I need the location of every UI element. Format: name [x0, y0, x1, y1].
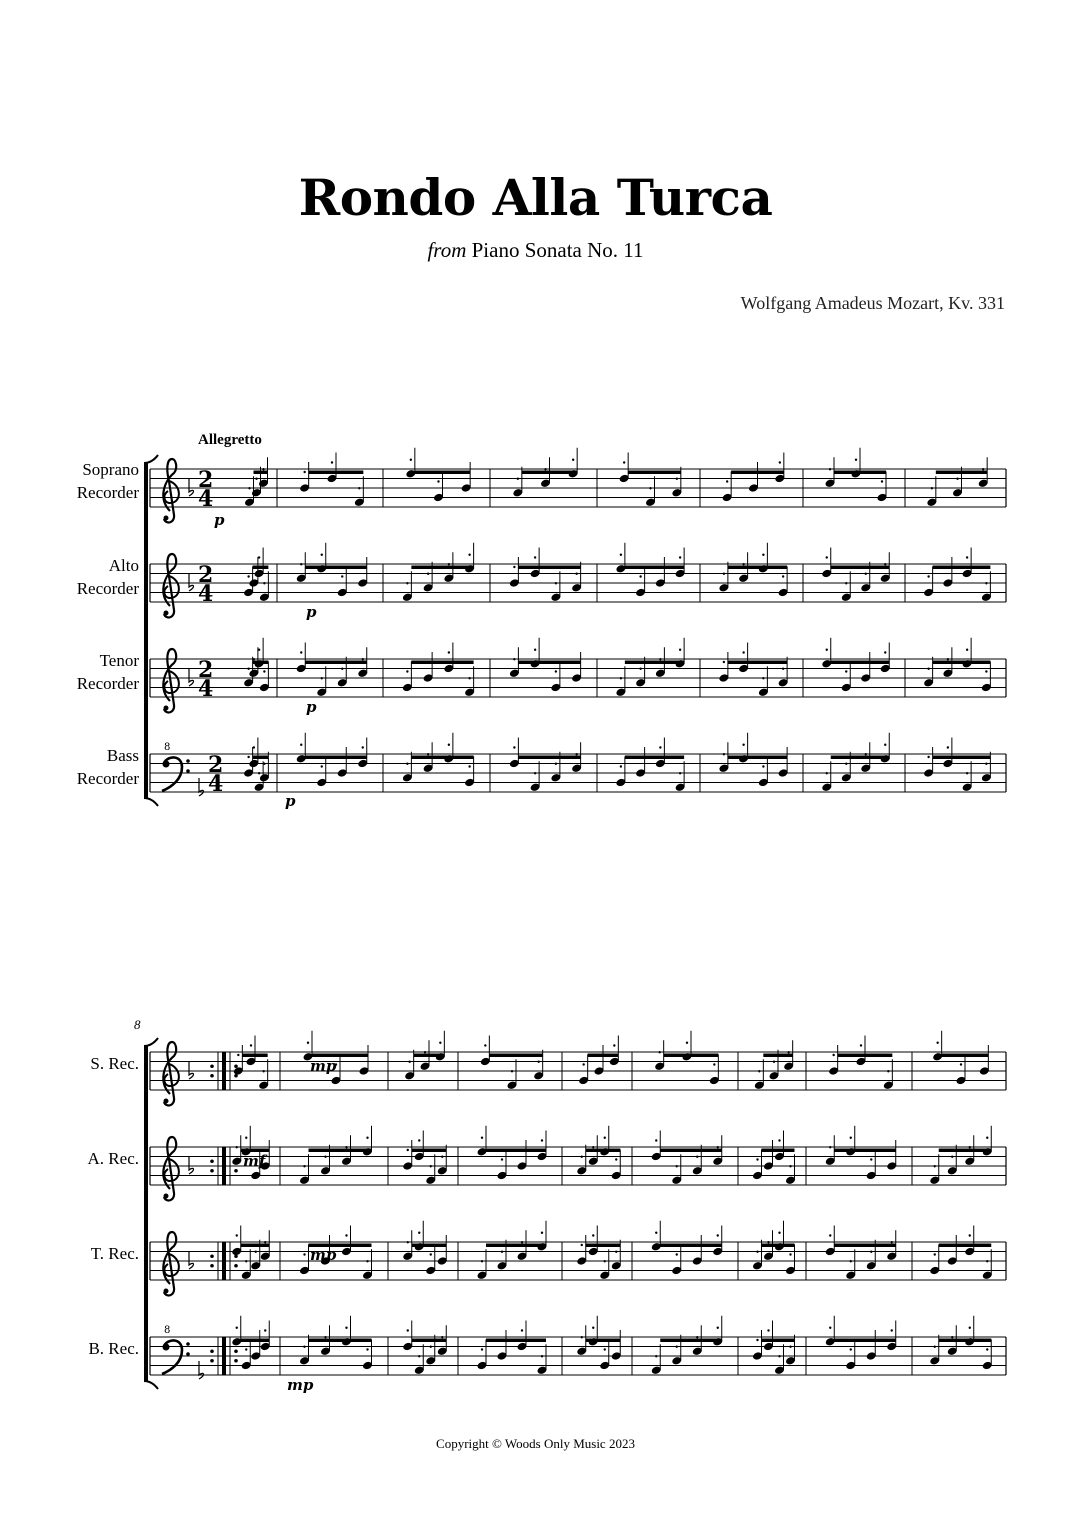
- score-title: Rondo Alla Turca: [298, 168, 773, 227]
- dynamic-marking: mp: [310, 1057, 337, 1075]
- subtitle-work: Piano Sonata: [471, 238, 582, 262]
- svg-text:4: 4: [208, 771, 224, 797]
- instrument-label-s-rec: S. Rec.: [90, 1054, 139, 1073]
- instrument-label-soprano: Soprano Recorder: [76, 460, 139, 502]
- svg-text:4: 4: [198, 676, 214, 702]
- svg-text:4: 4: [198, 581, 214, 607]
- svg-text:2: 2: [198, 562, 214, 588]
- measure-number: 8: [134, 1017, 141, 1032]
- note-heads: [231, 448, 992, 1375]
- instrument-label-alto: Alto Recorder: [76, 556, 139, 598]
- copyright-notice: Copyright © Woods Only Music 2023: [436, 1436, 635, 1451]
- svg-text:2: 2: [198, 657, 214, 683]
- tempo-marking: Allegretto: [198, 432, 262, 448]
- dynamic-marking: mp: [287, 1376, 314, 1394]
- dynamic-marking: mf: [243, 1152, 266, 1170]
- svg-text:4: 4: [198, 486, 214, 512]
- svg-text:2: 2: [208, 752, 224, 778]
- svg-text:8: 8: [164, 1325, 171, 1336]
- composer-credit: Wolfgang Amadeus Mozart, Kv. 331: [740, 293, 1005, 313]
- dynamic-marking: p: [306, 698, 317, 716]
- instrument-label-b-rec: B. Rec.: [88, 1339, 139, 1358]
- instrument-label-tenor: Tenor Recorder: [76, 651, 139, 693]
- dynamic-marking: p: [285, 792, 296, 810]
- svg-text:2: 2: [198, 467, 214, 493]
- dynamic-marking: p: [306, 603, 317, 621]
- svg-text:8: 8: [164, 742, 171, 753]
- instrument-label-a-rec: A. Rec.: [87, 1149, 139, 1168]
- subtitle-prefix: from: [427, 238, 467, 262]
- dynamic-marking: p: [214, 511, 225, 529]
- dynamic-marking: mp: [310, 1246, 337, 1264]
- staff-lines: [144, 455, 1006, 1389]
- instrument-label-bass: Bass Recorder: [76, 746, 139, 788]
- instrument-label-t-rec: T. Rec.: [90, 1244, 139, 1263]
- subtitle-number: No. 11: [587, 238, 644, 262]
- dynamic-markings: [214, 511, 337, 1394]
